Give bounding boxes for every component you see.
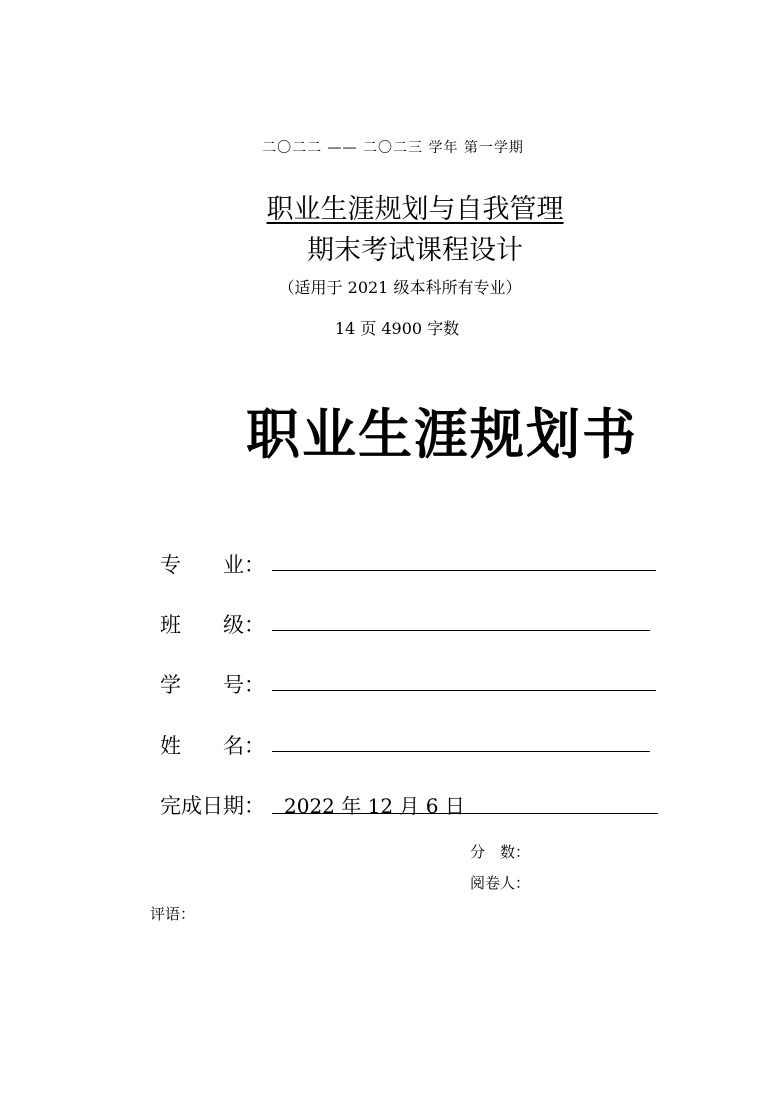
name-field[interactable]: [272, 751, 650, 752]
score-label: 分 数：: [470, 843, 531, 861]
class-field[interactable]: [272, 630, 650, 631]
major-label: 专 业：: [160, 553, 265, 577]
name-label: 姓 名：: [160, 734, 265, 758]
applicable-note: （适用于 2021 级本科所有专业）: [278, 278, 522, 297]
completion-date-field[interactable]: [272, 813, 658, 814]
major-field[interactable]: [272, 570, 656, 571]
course-title: 职业生涯规划与自我管理: [266, 194, 564, 225]
comment-label: 评语：: [150, 905, 196, 923]
completion-date-value: 2022 年 12 月 6 日: [284, 794, 465, 818]
grader-label: 阅卷人：: [470, 874, 531, 892]
student-id-field[interactable]: [272, 690, 656, 691]
class-label: 班 级：: [160, 613, 265, 637]
main-title: 职业生涯规划书: [246, 403, 638, 466]
page-count: 14 页 4900 字数: [334, 319, 460, 338]
academic-year-line: 二〇二二 —— 二〇二三 学年 第一学期: [262, 140, 524, 156]
student-id-label: 学 号：: [160, 673, 265, 697]
completion-date-label: 完成日期：: [160, 794, 265, 818]
exam-title: 期末考试课程设计: [307, 235, 523, 266]
